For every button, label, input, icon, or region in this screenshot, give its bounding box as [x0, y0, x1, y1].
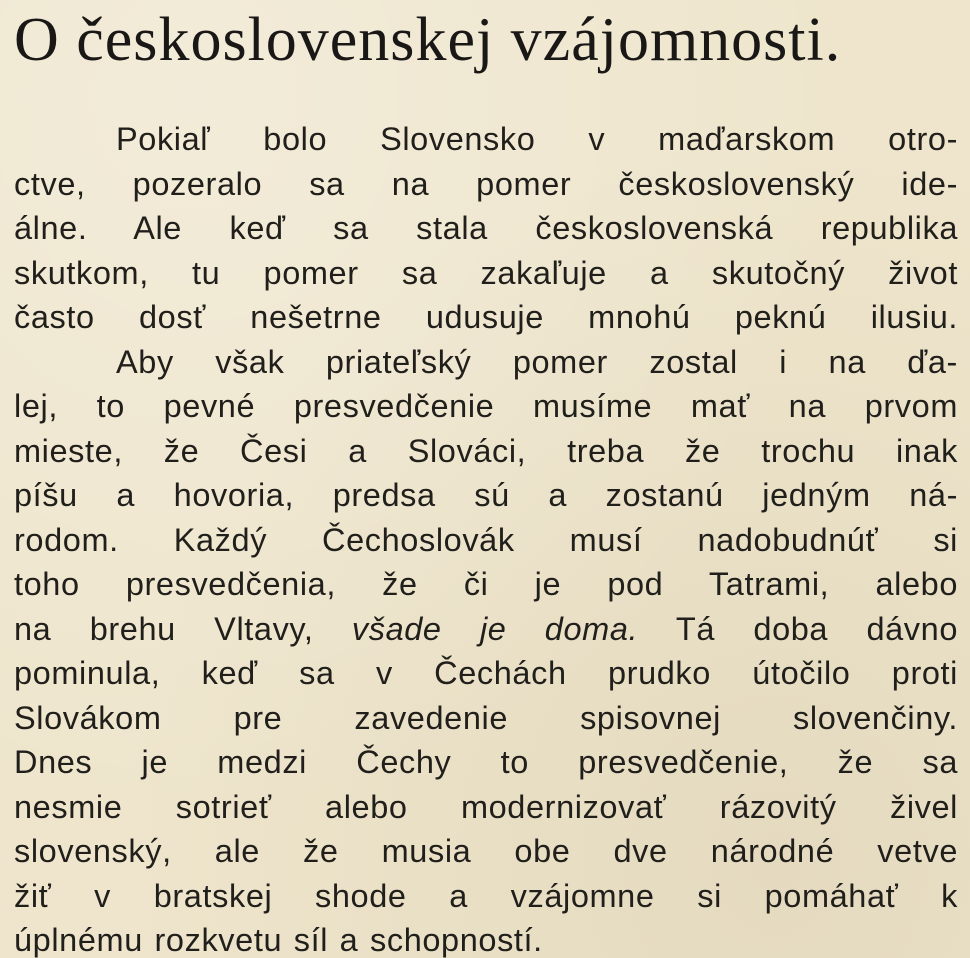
text-line: Dnes je medzi Čechy to presvedčenie, že sa	[14, 744, 958, 780]
text-fragment: na brehu Vltavy,	[14, 610, 314, 647]
text-line: skutkom, tu pomer sa zakaľuje a skutočný život	[14, 254, 958, 291]
text-line: žiť v bratskej shode a vzájomne si pomáhať k	[14, 877, 958, 914]
text-line: píšu a hovoria, predsa sú a zostanú jedným ná-	[14, 477, 958, 513]
text-line: pominula, keď sa v Čechách prudko útočilo proti	[14, 655, 958, 691]
text-line: mieste, že Česi a Slováci, treba že trochu inak	[14, 432, 958, 469]
text-line: ctve, pozeralo sa na pomer československý ide-	[14, 165, 958, 202]
text-line: úplnému rozkvetu síl a schopností.	[14, 922, 543, 958]
emphasized-phrase: všade je doma.	[351, 610, 639, 647]
text-line: rodom. Každý Čechoslovák musí nadobudnúť si	[14, 521, 958, 558]
text-line: nesmie sotrieť alebo modernizovať rázovitý živel	[14, 788, 958, 825]
text-line: slovenský, ale že musia obe dve národné vetve	[14, 833, 958, 869]
text-fragment: Tá doba dávno	[675, 610, 959, 647]
paragraph-1	[14, 117, 958, 340]
article-title: O československej vzájomnosti.	[14, 6, 842, 74]
text-line-with-emphasis	[14, 607, 958, 652]
text-line: často dosť nešetrne udusuje mnohú peknú ilusiu.	[14, 299, 958, 335]
text-line: toho presvedčenia, že či je pod Tatrami, alebo	[14, 566, 958, 602]
text-line: lej, to pevné presvedčenie musíme mať na prvom	[14, 388, 958, 424]
text-line: Aby však priateľský pomer zostal i na ďa-	[116, 343, 958, 380]
text-line: álne. Ale keď sa stala československá republika	[14, 210, 958, 246]
text-line: Pokiaľ bolo Slovensko v maďarskom otro-	[116, 121, 958, 157]
article-body	[14, 117, 958, 958]
text-line: Slovákom pre zavedenie spisovnej slovenčiny.	[14, 699, 958, 736]
paragraph-2	[14, 340, 958, 958]
